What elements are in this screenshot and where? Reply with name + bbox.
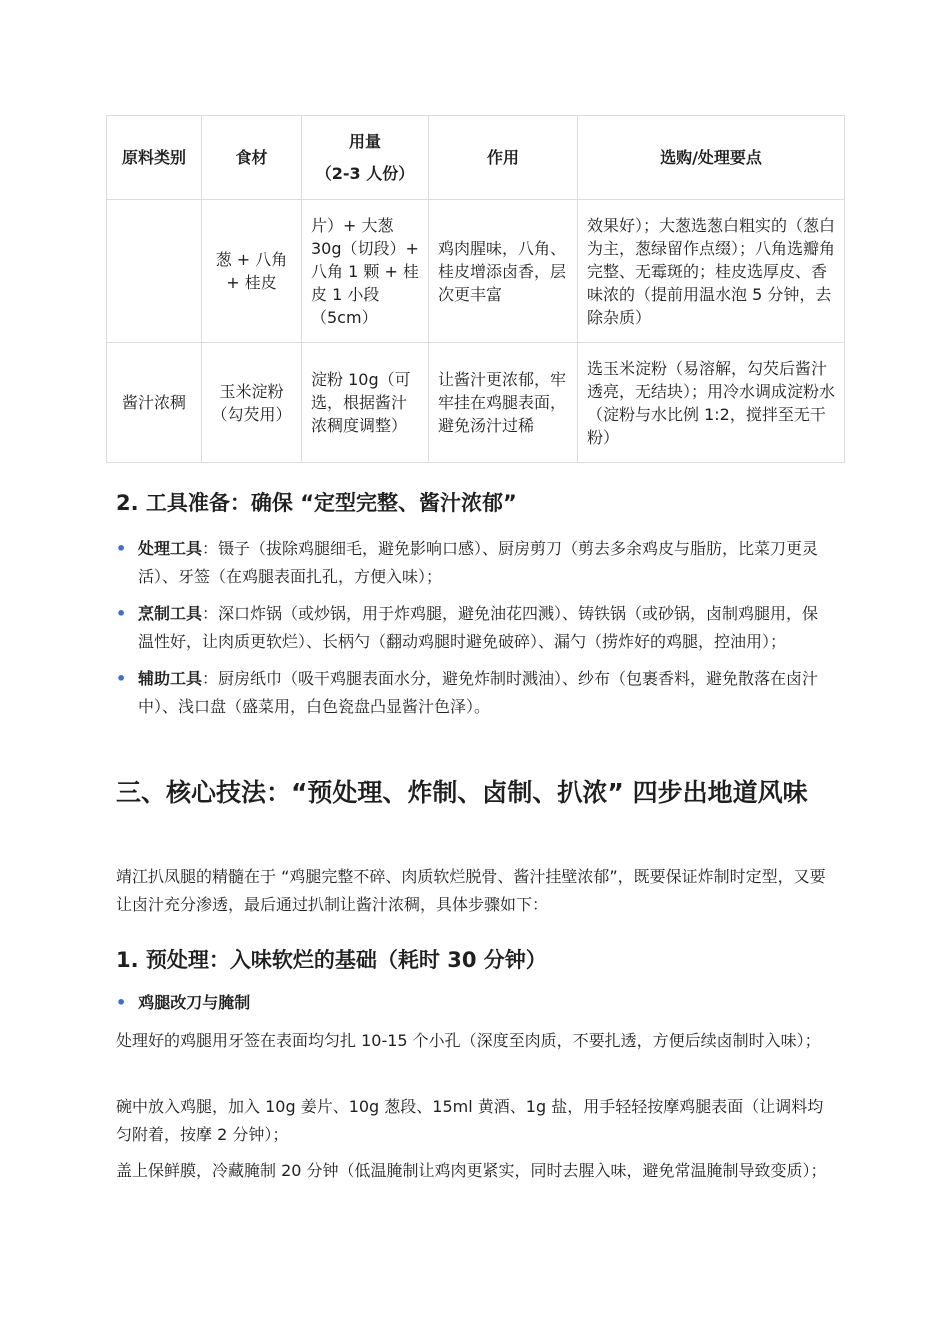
cell-function: 鸡肉腥味，八角、桂皮增添卤香，层次更丰富 xyxy=(429,200,578,343)
step1-paragraph: 处理好的鸡腿用牙签在表面均匀扎 10-15 个小孔（深度至肉质，不要扎透，方便后续卤制时入味）； xyxy=(116,1031,821,1050)
cell-function: 让酱汁更浓郁，牢牢挂在鸡腿表面，避免汤汁过稀 xyxy=(429,343,578,463)
bullet-icon: • xyxy=(116,993,127,1012)
list-item xyxy=(116,535,828,591)
technique-heading: 三、核心技法：“预处理、炸制、卤制、扒浓” 四步出地道风味 xyxy=(116,778,808,807)
cell-category: 酱汁浓稠 xyxy=(107,343,202,463)
bullet-icon: • xyxy=(116,669,127,688)
step1-sub-label: 鸡腿改刀与腌制 xyxy=(138,993,251,1012)
tools-list xyxy=(116,535,828,730)
list-item xyxy=(116,600,828,656)
step1-subheading xyxy=(116,990,250,1016)
step1-paragraph: 盖上保鲜膜，冷藏腌制 20 分钟（低温腌制让鸡肉更紧实，同时去腥入味，避免常温腌制导致变质）； xyxy=(116,1161,827,1180)
header-category: 原料类别 xyxy=(107,116,202,200)
tool-text: ：镊子（拔除鸡腿细毛，避免影响口感）、厨房剪刀（剪去多余鸡皮与脂肪，比菜刀更灵活）、牙签（在鸡腿表面扎孔，方便入味）； xyxy=(138,539,819,586)
tool-term: 辅助工具 xyxy=(138,669,203,688)
header-function: 作用 xyxy=(429,116,578,200)
cell-category xyxy=(107,200,202,343)
header-tips: 选购/处理要点 xyxy=(578,116,845,200)
cell-tips: 效果好）；大葱选葱白粗实的（葱白为主，葱绿留作点缀）；八角选瓣角完整、无霉斑的；桂皮选厚皮、香味浓的（提前用温水泡 5 分钟，去除杂质） xyxy=(578,200,845,343)
tool-text: ：厨房纸巾（吸干鸡腿表面水分，避免炸制时溅油）、纱布（包裹香料，避免散落在卤汁中）、浅口盘（盛菜用，白色瓷盘凸显酱汁色泽）。 xyxy=(138,669,819,716)
header-quantity xyxy=(302,116,429,200)
cell-ingredient: 玉米淀粉（勾芡用） xyxy=(202,343,302,463)
table-row xyxy=(107,200,845,343)
cell-quantity: 淀粉 10g（可选，根据酱汁浓稠度调整） xyxy=(302,343,429,463)
technique-intro: 靖江扒凤腿的精髓在于 “鸡腿完整不碎、肉质软烂脱骨、酱汁挂壁浓郁”，既要保证炸制时定型，又要让卤汁充分渗透，最后通过扒制让酱汁浓稠，具体步骤如下： xyxy=(116,867,826,914)
table-header-row xyxy=(107,116,845,200)
bullet-icon: • xyxy=(116,539,127,558)
table-row xyxy=(107,343,845,463)
cell-ingredient: 葱 + 八角 + 桂皮 xyxy=(202,200,302,343)
header-quantity-servings: （2-3 人份） xyxy=(315,164,415,183)
header-quantity-label: 用量 xyxy=(348,132,381,151)
tool-term: 处理工具 xyxy=(138,539,203,558)
step1-paragraph: 碗中放入鸡腿，加入 10g 姜片、10g 葱段、15ml 黄酒、1g 盐，用手轻轻按摩鸡腿表面（让调料均匀附着，按摩 2 分钟）； xyxy=(116,1097,824,1144)
bullet-icon: • xyxy=(116,604,127,623)
tool-term: 烹制工具 xyxy=(138,604,203,623)
header-ingredient: 食材 xyxy=(202,116,302,200)
ingredients-table xyxy=(106,115,845,463)
tool-text: ：深口炸锅（或炒锅，用于炸鸡腿，避免油花四溅）、铸铁锅（或砂锅，卤制鸡腿用，保温性好，让肉质更软烂）、长柄勺（翻动鸡腿时避免破碎）、漏勺（捞炸好的鸡腿，控油用）； xyxy=(138,604,819,651)
step1-heading: 1. 预处理：入味软烂的基础（耗时 30 分钟） xyxy=(116,948,547,972)
cell-quantity: 片）+ 大葱 30g（切段）+ 八角 1 颗 + 桂皮 1 小段（5cm） xyxy=(302,200,429,343)
tools-heading: 2. 工具准备：确保 “定型完整、酱汁浓郁” xyxy=(116,491,517,515)
list-item xyxy=(116,665,828,721)
cell-tips: 选玉米淀粉（易溶解，勾芡后酱汁透亮，无结块）；用冷水调成淀粉水（淀粉与水比例 1:2，搅拌至无干粉） xyxy=(578,343,845,463)
